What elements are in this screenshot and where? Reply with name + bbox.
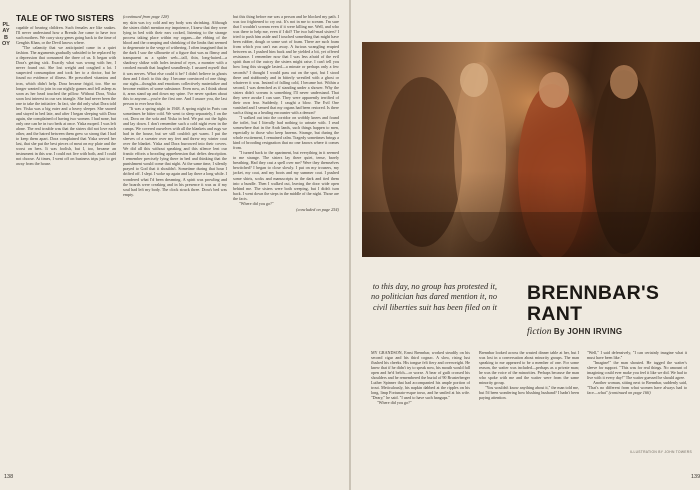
magazine-side-tag: PLAYBOY (2, 22, 10, 48)
paragraph: "You wouldn't know anything about it," the man told me, but I'd been wondering how blushing husband? I hadn't been paying attention. (479, 385, 579, 401)
paragraph: Brennbar looked across the wasted dinner table at her, but I was lost in a conversation about minority groups. The man speaking to me appeared to be a member of one. For some reason, the waiter was included—perhaps as a private man; he was the voice of the minorities. Perhaps because the man who spoke with me and the waiter were from the same minority group. (479, 350, 579, 386)
continued-from-note: (continued from page 128) (123, 14, 169, 19)
paragraph: "Where did you go?" (239, 200, 274, 206)
story-title-right (527, 283, 659, 325)
title-line-1: BRENNBAR'S (527, 282, 660, 304)
byline (527, 326, 622, 337)
left-column-1 (16, 14, 116, 166)
byline-author: By JOHN IRVING (553, 327, 623, 336)
story-title: TALE OF TWO SISTERS (16, 13, 115, 23)
paragraph: "Where did you go?" (377, 400, 412, 406)
right-page (351, 0, 700, 490)
right-column-3 (587, 350, 687, 395)
paragraph: my skin was icy cold and my body was shrinking. Although the sisters didn't mention my impotence, I knew that they were lying in bed with their ears cocked, listening to the strange process taking place within my organs—the ebbing of the blood and the cramping and shrinking of the limbs that seemed to degenerate to the verge of withering. I often imagined that in the dark I saw the silhouette of a figure that was as flimsy and transparent as a spider web—tall, thin, long-haired—a shadowy shikse with holes instead of eyes, a monster with a crooked mouth that laughed soundlessly. I assured myself that it was nerves. What else could it be? I didn't believe in ghosts then and I don't to this day. I became convinced of one thing: our sighs—thoughts and emotions collectively materialize and become entities of some substance. Even now, as I think about it, arms stand up and down my spine. I've never spoken about this to anyone—you're the first one. And I assure you, the last person to ever hear this. (123, 20, 227, 106)
paragraph: "The calamity that we anticipated came in a quiet fashion. The arguments gradually subsided to be replaced by a depression that consumed the three of us. It began with Dora's getting sick. Exactly what was wrong with her, I never found out. She lost weight and coughed a lot. I suspected consumption and took her to a doctor, but he found no evidence of illness. He prescribed vitamins and iron, which didn't help. Dora became frigid, too. She no longer wanted to join in our nightly games and fell asleep as soon as her head touched the pillow. Without Dora, Yiska soon lost interest in our sex triangle. She had never been the one to take the initiative. In fact, she did only what Dora told her. Yiska was a big eater and a heavy sleeper. She snored and stayed in bed late, and after I began sleeping with Dora again, she complained of having two women. I had none, but only one can be in two beds at once. Yiska moped. I was left alone. The real trouble was that the sisters did not love each other, and the hatred between them grew so strong that I had to keep them apart. Dora complained that Yiska served her last, that she put the best pieces of meat on my plate and the worst on hers. It was foolish, but I, too, became an instrument in this war. I could not live with both, and I could not choose. At times, I went off on business trips just to get away from the house. (16, 45, 116, 167)
right-column-1 (371, 350, 470, 406)
paragraph: "It was a spring night in 1948. A spring night in Paris can sometimes be bitter cold. We went to sleep separately, I on the cot, Dora on the sofa and Yiska in bed. We put out the lights and lay down. I don't remember such a cold night even in the camps. We covered ourselves with all the blankets and rugs we had in the house, but we still couldn't get warm. I put the sleeves of a sweater over my feet and threw my winter coat over the blanket. Yiska and Dora burrowed into their covers. We did all this without speaking and this silence lent our frantic efforts a brooding apprehension that defies description. I remember precisely lying there in bed and thinking that the punishment would come that night. At the same time, I silently prayed to God that it shouldn't. Sometime during that hour I drifted off. I slept. I woke up again and lay there a long while. I wondered what I'd been dreaming. A spirit was prowling and the boards were creaking and in his presence it was as if my soul had left my body. The clock struck three. Dora's bed was empty. (123, 105, 227, 197)
paragraph (587, 380, 687, 395)
paragraph: MY GRANDSON, Ernst Brennbar, worked steadily on his second cigar and his third cognac. A slow, rising lust flushed his cheeks. His tongue felt fiery and overweight. He knew that if he didn't try to speak now, his mouth would fall open and he'd belch—or worse. A bear of guilt crossed his shoulders and he remembered the burial of 90 Brusterberger Luther Spinner that had accompanied his ample portion of trout. Meticulously, his napkin dabbed at the ripples on his long, limp Fortunato-esque torso, and he smiled at his wife. "Deary," he said. "I used to have such hangups." (371, 350, 470, 401)
illustration-credit: ILLUSTRATION BY JOHN TOWERS (630, 450, 692, 454)
byline-genre: fiction (527, 326, 552, 337)
title-line-2: RANT (527, 303, 583, 325)
page-number-right: 139 (691, 474, 700, 480)
paragraph-text: Another woman, sitting next to Brennbar, suddenly said, "That's no different from what women have always had to face—what" (587, 380, 687, 396)
left-column-2 (123, 14, 227, 197)
paragraph: "I turned back to the apartment, but everything in it seemed to me strange. The sisters lay there quiet, tense, barely breathing. Had they cast a spell over me? Were they themselves bewitched? I began to close slowly. I put on my trousers, my jacket, my coat, and my boots and my summer coat. I pushed some shirts, socks and manuscripts in the dark and tied them into a bundle. Then I walked out, leaving the door wide open behind me. The sisters were both weeping, but I didn't turn back. I went down the steps in the middle of the night. Those are the facts. (233, 150, 339, 201)
story-illustration (362, 42, 700, 257)
left-page (0, 0, 349, 490)
story-deck: to this day, no group has protested it, no politician has dared mention it, no civil liberties suit has been filed on it (371, 282, 498, 312)
left-column-3 (233, 14, 339, 212)
paragraph: capable of bearing children. Such females are like snakes. I'll never understand how a Brenda Joe came to have two such mothers. We carry stray genes going back to the time of Genghis Khan, or the Devil knows where. (16, 25, 116, 46)
paragraph: "Well," I said defensively, "I can certainly imagine what it must have been like." (587, 350, 687, 361)
concluded-on-note: (concluded on page 254) (296, 206, 339, 212)
page-number-left: 138 (4, 474, 14, 480)
paragraph: but this thing before me was a person and he blocked my path. I was too frightened to cry out. It's not in me to scream. I'm sure that I wouldn't scream even if it were killing me. Well, and who was there to help me, even if I did? The two half-mad sisters? I tried to push him aside and I touched something that might have been rubber, dough or some sort of foam. There are such foam from which you can't run away. A furious wrangling erupted between us. I pushed him back and he yielded a bit, yet offered resistance. I remember now that I was less afraid of the evil spirit than of the outcry the sisters might raise. I can't tell you how long this struggle lasted—a minute or perhaps only a few seconds? I thought I would pass out on the spot, but I stood there and stubbornly and in bitterly wrestled with a ghost or whatever it was. Instead of falling cold, I became hot. Within a second, I was drenched as if standing under a shower. Why the sisters didn't scream is something I'll never understand. That they were awake I can sure. They were apparently terrified of their own fear. Suddenly, I caught a blow. The Evil One vanished and I sensed that my organs had been restored. Is there such a thing as a healing encounter with a demon? (233, 14, 339, 115)
continued-on-note: (continued on page 166) (608, 390, 651, 396)
illustration-shading (362, 42, 700, 257)
paragraph: "I walked out into the corridor on wobbly knees and found the toilet, but I literally had nothing to urinate with. I read somewhere that in the Arab lands, such things happen to men, especially to those who keep harems. Strange, but during the whole excitement, I remained calm. Tragedy sometimes brings a kind of brooding resignation that no one knows where it comes from. (233, 114, 339, 151)
right-column-2 (479, 350, 579, 400)
paragraph: "Imagine!" the man shouted. He tagged the waiter's sleeve for support. "This was for real things. No amount of imagining could ever make you feel it like we did. We had to live with it every day!" The waiter guessed he should agree. (587, 360, 687, 381)
